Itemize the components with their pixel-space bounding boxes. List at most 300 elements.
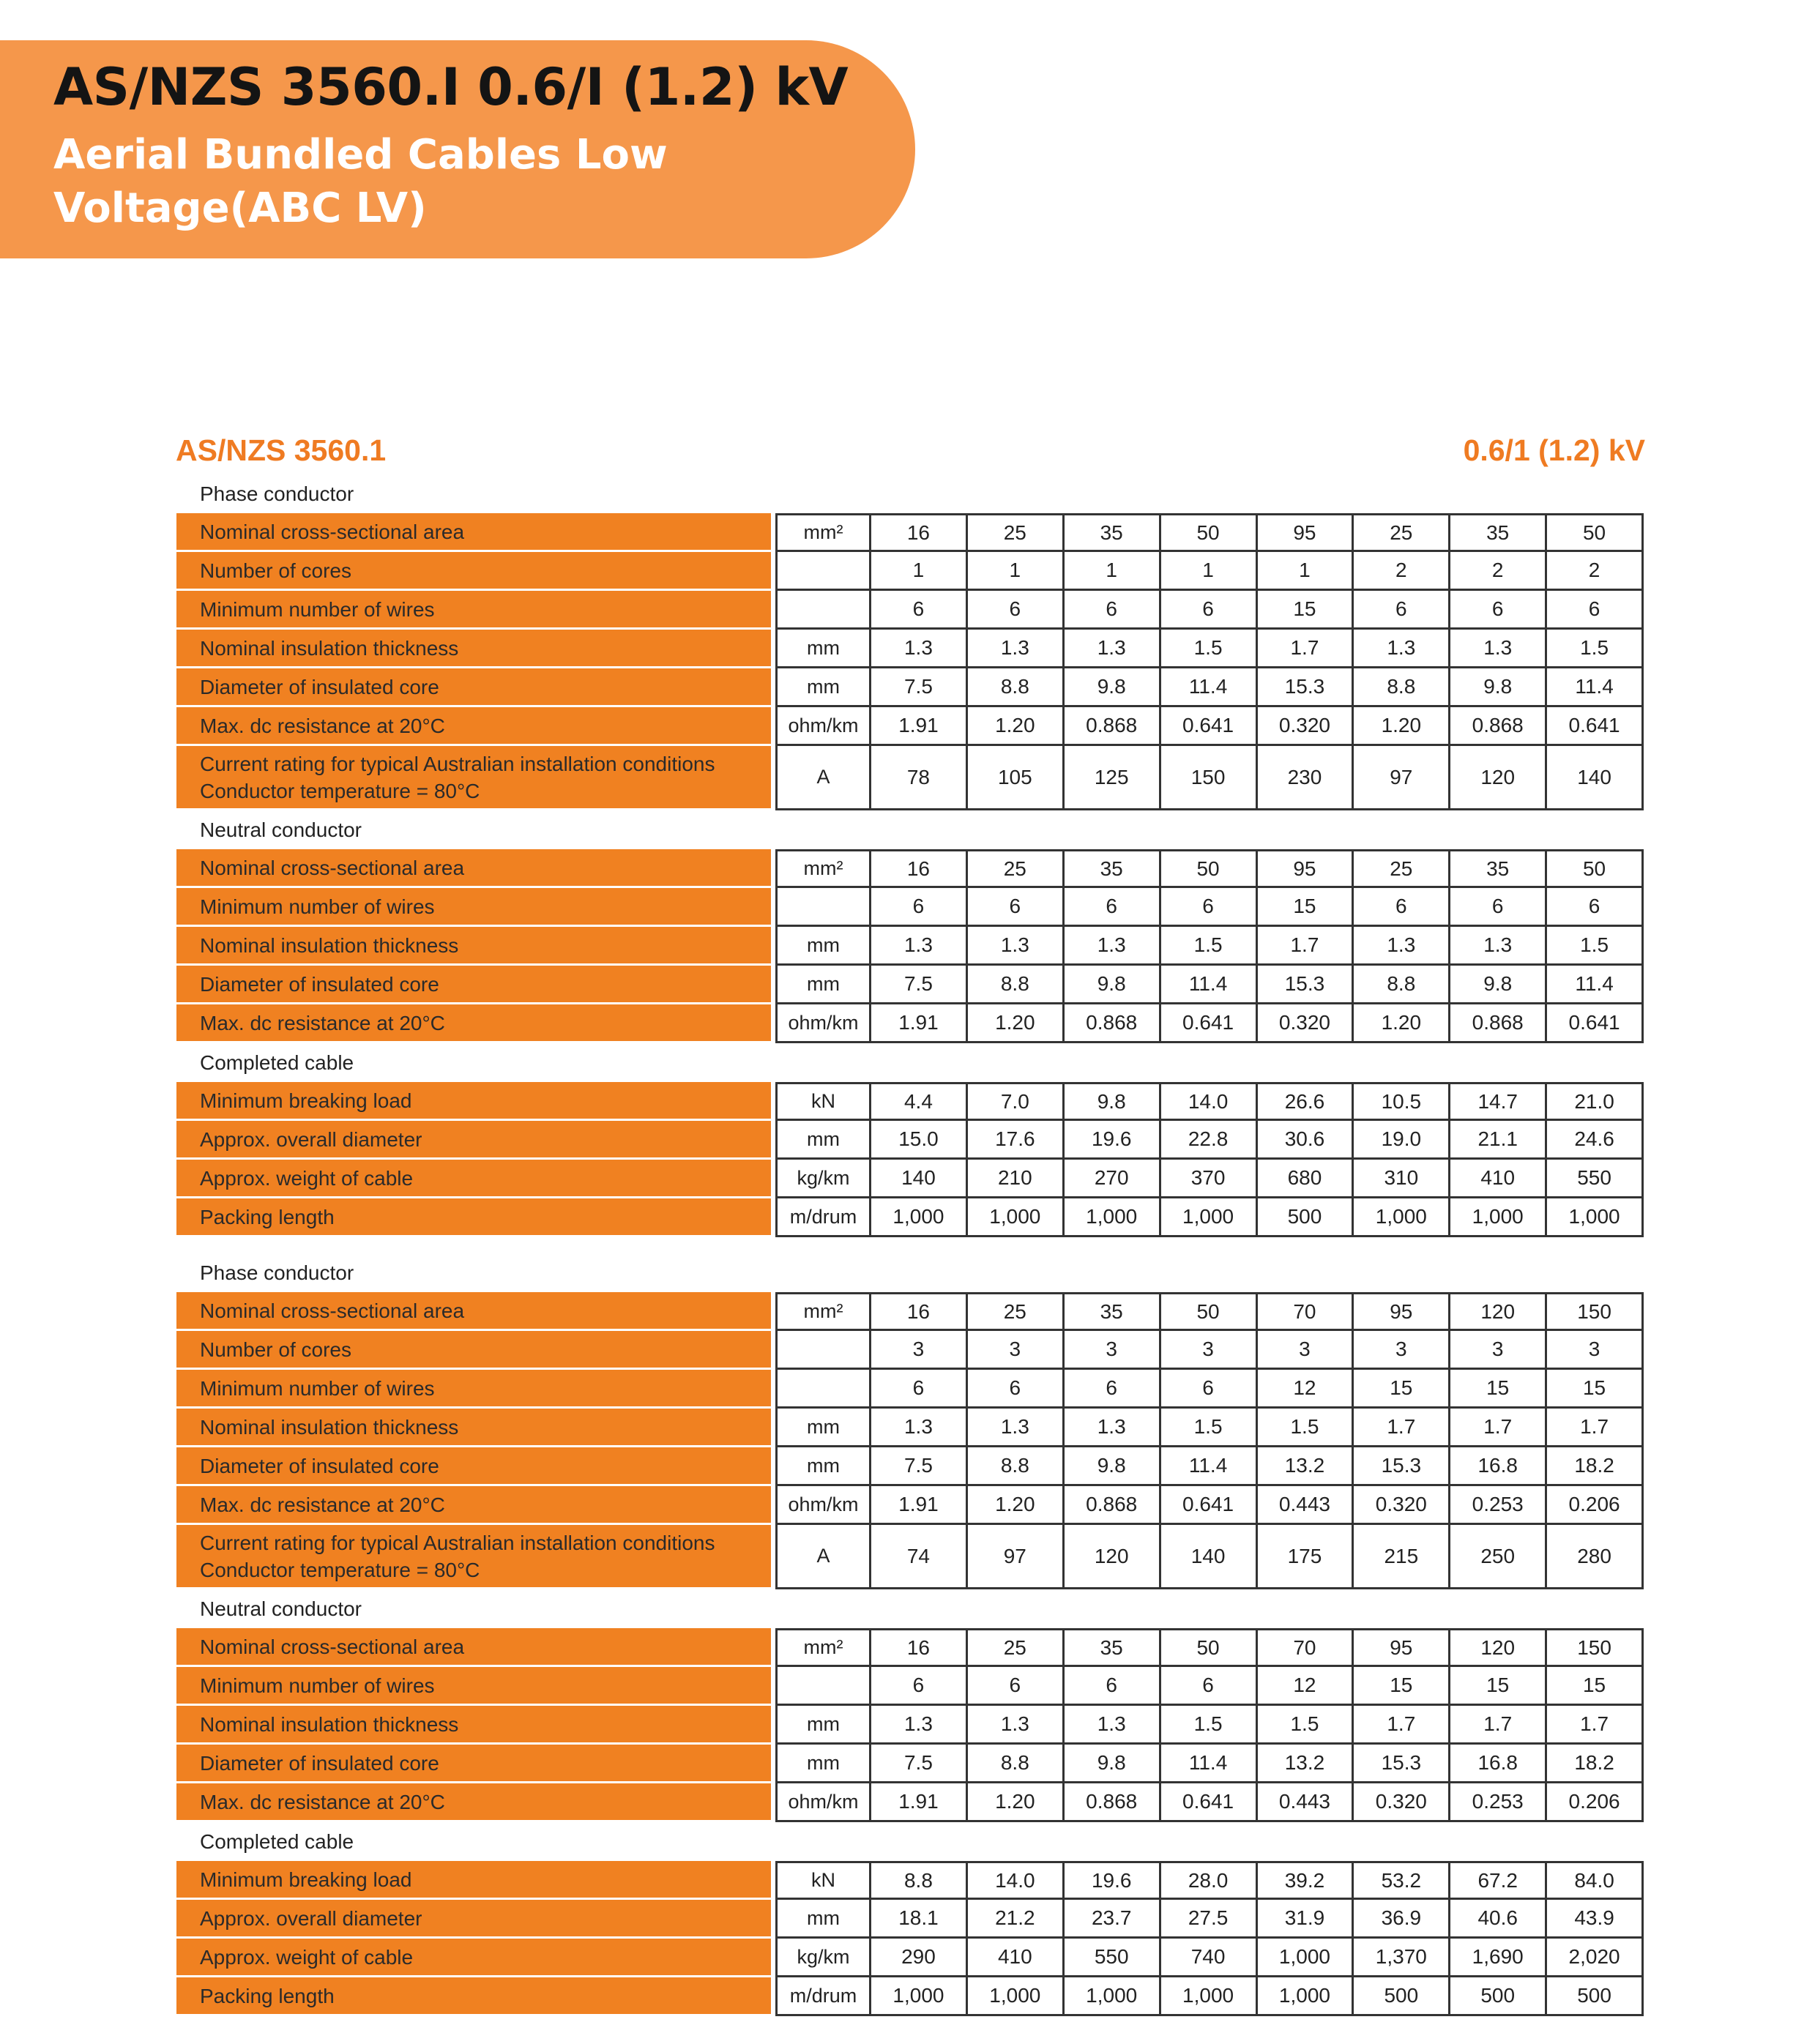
value-cell: 25 bbox=[968, 851, 1065, 886]
value-cell: 1.3 bbox=[871, 630, 968, 666]
value-cell: 280 bbox=[1577, 1544, 1611, 1567]
row-label-text bbox=[200, 1633, 464, 1660]
value-cell: 4.4 bbox=[871, 1084, 968, 1119]
value-cell: 0.320 bbox=[1354, 1783, 1450, 1820]
value-cell: 150 bbox=[1161, 746, 1258, 808]
value-cell: 70 bbox=[1258, 1630, 1354, 1665]
unit-cell: ohm/km bbox=[778, 1783, 871, 1820]
value-cell: 0.253 bbox=[1450, 1783, 1547, 1820]
value-cell: 8.8 bbox=[1354, 966, 1450, 1002]
value-cell: 15 bbox=[1582, 1674, 1606, 1696]
value-cell: 6 bbox=[1161, 1667, 1258, 1704]
value-cell: 500 bbox=[1577, 1984, 1611, 2007]
row-label-line: Nominal cross-sectional area bbox=[200, 856, 465, 879]
value-cell: 105 bbox=[968, 746, 1065, 808]
value-cell: 18.1 bbox=[871, 1900, 968, 1936]
unit-cell: kg/km bbox=[778, 1160, 871, 1196]
value-cell: 3 bbox=[1161, 1331, 1258, 1368]
row-cells bbox=[775, 1004, 1644, 1043]
row-label bbox=[176, 746, 771, 810]
row-label-text bbox=[200, 1165, 413, 1192]
value-cell: 11.4 bbox=[1575, 675, 1614, 698]
value-cell: 19.6 bbox=[1065, 1121, 1161, 1157]
value-cell: 25 bbox=[968, 1294, 1065, 1329]
value-cell: 15 bbox=[1354, 1667, 1450, 1704]
value-cell: 15 bbox=[1582, 1376, 1606, 1399]
value-cell: 74 bbox=[871, 1525, 968, 1587]
row-label-line-2: Conductor temperature = 80°C bbox=[200, 779, 480, 802]
table-row bbox=[176, 1082, 1644, 1121]
value-cell: 24.6 bbox=[1574, 1127, 1614, 1150]
row-label-text bbox=[200, 1672, 435, 1699]
value-cell: 1.3 bbox=[871, 927, 968, 963]
value-cell: 25 bbox=[1354, 515, 1450, 550]
row-label-line-2: Conductor temperature = 80°C bbox=[200, 1558, 480, 1581]
value-cell: 1,000 bbox=[968, 1977, 1065, 2014]
row-label-text bbox=[200, 1905, 422, 1932]
row-label-line: Diameter of insulated core bbox=[200, 1454, 439, 1477]
value-cell: 10.5 bbox=[1354, 1084, 1450, 1119]
row-cells bbox=[775, 1121, 1644, 1160]
value-cell: 1,370 bbox=[1354, 1939, 1450, 1975]
row-label bbox=[176, 1977, 771, 2016]
value-cell: 1,000 bbox=[1354, 1198, 1450, 1235]
row-label-line: Approx. overall diameter bbox=[200, 1906, 422, 1930]
row-label-line: Current rating for typical Australian installation conditions bbox=[200, 752, 715, 775]
row-cells bbox=[775, 1667, 1644, 1706]
section-block bbox=[176, 1082, 1644, 1237]
value-cell: 0.868 bbox=[1065, 1004, 1161, 1041]
row-label-line: Nominal insulation thickness bbox=[200, 636, 459, 660]
section-label: Neutral conductor bbox=[200, 1597, 362, 1620]
value-cell: 3 bbox=[1588, 1338, 1600, 1360]
value-cell: 140 bbox=[871, 1160, 968, 1196]
table-row bbox=[176, 1783, 1644, 1822]
table-row bbox=[176, 1447, 1644, 1486]
value-cell: 30.6 bbox=[1258, 1121, 1354, 1157]
row-label-line: Max. dc resistance at 20°C bbox=[200, 1493, 445, 1516]
row-label-line: Nominal cross-sectional area bbox=[200, 520, 465, 543]
row-cells bbox=[775, 591, 1644, 630]
value-cell: 1.91 bbox=[871, 1486, 968, 1523]
row-label-line: Number of cores bbox=[200, 1338, 351, 1361]
value-cell: 53.2 bbox=[1354, 1863, 1450, 1898]
row-label-text bbox=[200, 1452, 439, 1480]
row-label bbox=[176, 1331, 771, 1370]
value-cell: 1.3 bbox=[968, 1409, 1065, 1445]
value-cell: 1 bbox=[1161, 552, 1258, 589]
row-label-text bbox=[200, 1529, 715, 1584]
value-cell: 8.8 bbox=[968, 668, 1065, 705]
value-cell: 6 bbox=[871, 1370, 968, 1406]
value-cell: 15 bbox=[1258, 888, 1354, 925]
value-cell: 1.91 bbox=[871, 1783, 968, 1820]
value-cell: 1.3 bbox=[1354, 927, 1450, 963]
value-cell: 1,000 bbox=[1161, 1977, 1258, 2014]
table-row bbox=[176, 1900, 1644, 1939]
value-cell: 1.7 bbox=[1354, 1409, 1450, 1445]
row-label bbox=[176, 1525, 771, 1589]
value-cell: 16 bbox=[871, 1630, 968, 1665]
value-cell: 14.0 bbox=[968, 1863, 1065, 1898]
row-label-line: Approx. weight of cable bbox=[200, 1945, 414, 1969]
unit-cell: mm bbox=[778, 1409, 871, 1445]
value-cell: 21.2 bbox=[968, 1900, 1065, 1936]
row-label-text bbox=[200, 635, 458, 662]
section-label: Neutral conductor bbox=[200, 818, 362, 841]
table-row bbox=[176, 513, 1644, 552]
table-row bbox=[176, 1160, 1644, 1198]
value-cell: 7.5 bbox=[871, 966, 968, 1002]
row-cells bbox=[775, 1082, 1644, 1121]
value-cell: 0.868 bbox=[1065, 1783, 1161, 1820]
value-cell: 3 bbox=[871, 1331, 968, 1368]
row-label-line: Diameter of insulated core bbox=[200, 675, 439, 698]
row-cells bbox=[775, 927, 1644, 966]
row-label bbox=[176, 1198, 771, 1237]
value-cell: 1,000 bbox=[871, 1977, 968, 2014]
section-block bbox=[176, 849, 1644, 1043]
row-cells bbox=[775, 1370, 1644, 1409]
row-label bbox=[176, 668, 771, 707]
value-cell: 16.8 bbox=[1450, 1745, 1547, 1781]
value-cell: 1.7 bbox=[1354, 1706, 1450, 1742]
unit-cell: m/drum bbox=[778, 1977, 871, 2014]
table-row bbox=[176, 630, 1644, 668]
value-cell: 1,000 bbox=[1258, 1977, 1354, 2014]
table-row bbox=[176, 1486, 1644, 1525]
value-cell: 1 bbox=[1258, 552, 1354, 589]
value-cell: 1.3 bbox=[968, 630, 1065, 666]
value-cell: 125 bbox=[1065, 746, 1161, 808]
row-cells bbox=[775, 849, 1644, 888]
unit-cell: mm bbox=[778, 1745, 871, 1781]
sheet-voltage: 0.6/1 (1.2) kV bbox=[1463, 433, 1645, 467]
value-cell: 1.5 bbox=[1161, 1409, 1258, 1445]
row-label-text bbox=[200, 854, 464, 881]
value-cell: 1,000 bbox=[1568, 1205, 1620, 1228]
value-cell: 35 bbox=[1065, 851, 1161, 886]
value-cell: 1.5 bbox=[1258, 1409, 1354, 1445]
row-label bbox=[176, 849, 771, 888]
value-cell: 0.253 bbox=[1450, 1486, 1547, 1523]
table-row bbox=[176, 1004, 1644, 1043]
row-cells bbox=[775, 1939, 1644, 1977]
value-cell: 1 bbox=[871, 552, 968, 589]
value-cell: 680 bbox=[1258, 1160, 1354, 1196]
spec-table-2 bbox=[176, 1253, 1644, 2016]
value-cell: 6 bbox=[1588, 597, 1600, 620]
value-cell: 1.3 bbox=[1065, 927, 1161, 963]
value-cell: 1.7 bbox=[1258, 927, 1354, 963]
value-cell: 97 bbox=[1354, 746, 1450, 808]
row-label-line: Packing length bbox=[200, 1205, 335, 1228]
row-label-text bbox=[200, 1204, 335, 1231]
value-cell: 410 bbox=[1450, 1160, 1547, 1196]
value-cell: 1.91 bbox=[871, 1004, 968, 1041]
value-cell: 230 bbox=[1258, 746, 1354, 808]
value-cell: 6 bbox=[1161, 591, 1258, 627]
section-block bbox=[176, 513, 1644, 810]
table-row bbox=[176, 1667, 1644, 1706]
value-cell: 35 bbox=[1450, 515, 1547, 550]
value-cell: 210 bbox=[968, 1160, 1065, 1196]
value-cell: 6 bbox=[1354, 591, 1450, 627]
value-cell: 16 bbox=[871, 1294, 968, 1329]
row-label-text bbox=[200, 1983, 335, 2010]
row-label bbox=[176, 1628, 771, 1667]
value-cell: 6 bbox=[1065, 591, 1161, 627]
value-cell: 0.868 bbox=[1450, 707, 1547, 744]
row-cells bbox=[775, 1486, 1644, 1525]
row-label-text bbox=[200, 1750, 439, 1777]
value-cell: 0.320 bbox=[1258, 707, 1354, 744]
row-label bbox=[176, 966, 771, 1004]
value-cell: 9.8 bbox=[1065, 1084, 1161, 1119]
unit-cell: kN bbox=[778, 1863, 871, 1898]
row-label bbox=[176, 1939, 771, 1977]
value-cell: 95 bbox=[1354, 1294, 1450, 1329]
value-cell: 550 bbox=[1065, 1939, 1161, 1975]
value-cell: 6 bbox=[1354, 888, 1450, 925]
value-cell: 9.8 bbox=[1450, 966, 1547, 1002]
table-row bbox=[176, 668, 1644, 707]
value-cell: 26.6 bbox=[1258, 1084, 1354, 1119]
value-cell: 0.868 bbox=[1450, 1004, 1547, 1041]
row-label bbox=[176, 1004, 771, 1043]
spec-sheet bbox=[176, 474, 1644, 2016]
value-cell: 78 bbox=[871, 746, 968, 808]
value-cell: 1.20 bbox=[968, 1783, 1065, 1820]
value-cell: 6 bbox=[1588, 895, 1600, 917]
value-cell: 1,000 bbox=[1065, 1198, 1161, 1235]
row-label bbox=[176, 1409, 771, 1447]
value-cell: 290 bbox=[871, 1939, 968, 1975]
value-cell: 40.6 bbox=[1450, 1900, 1547, 1936]
value-cell: 500 bbox=[1258, 1198, 1354, 1235]
value-cell: 270 bbox=[1065, 1160, 1161, 1196]
value-cell: 11.4 bbox=[1161, 1745, 1258, 1781]
value-cell: 11.4 bbox=[1575, 972, 1614, 995]
row-label-text bbox=[200, 596, 435, 623]
value-cell: 11.4 bbox=[1161, 1447, 1258, 1484]
value-cell: 95 bbox=[1258, 851, 1354, 886]
value-cell: 1.20 bbox=[1354, 1004, 1450, 1041]
value-cell: 215 bbox=[1354, 1525, 1450, 1587]
unit-cell bbox=[778, 1331, 871, 1368]
row-cells bbox=[775, 1409, 1644, 1447]
value-cell: 1.3 bbox=[871, 1706, 968, 1742]
value-cell: 1,690 bbox=[1450, 1939, 1547, 1975]
sheet-standard: AS/NZS 3560.1 bbox=[176, 433, 387, 467]
unit-cell: kN bbox=[778, 1084, 871, 1119]
value-cell: 1.5 bbox=[1580, 636, 1609, 659]
value-cell: 0.641 bbox=[1568, 1011, 1620, 1034]
unit-cell: mm bbox=[778, 668, 871, 705]
row-label-text bbox=[200, 1491, 445, 1518]
row-label-line: Nominal insulation thickness bbox=[200, 933, 459, 957]
table-row bbox=[176, 1525, 1644, 1589]
value-cell: 1.5 bbox=[1161, 1706, 1258, 1742]
value-cell: 175 bbox=[1258, 1525, 1354, 1587]
row-label bbox=[176, 630, 771, 668]
table-row bbox=[176, 1331, 1644, 1370]
table-row bbox=[176, 1370, 1644, 1409]
value-cell: 6 bbox=[1450, 888, 1547, 925]
value-cell: 9.8 bbox=[1065, 1745, 1161, 1781]
value-cell: 43.9 bbox=[1574, 1906, 1614, 1929]
value-cell: 6 bbox=[1161, 888, 1258, 925]
value-cell: 15 bbox=[1450, 1667, 1547, 1704]
unit-cell: mm² bbox=[778, 515, 871, 550]
table-row bbox=[176, 591, 1644, 630]
value-cell: 1.7 bbox=[1258, 630, 1354, 666]
value-cell: 1.5 bbox=[1161, 630, 1258, 666]
value-cell: 120 bbox=[1450, 1630, 1547, 1665]
row-label-text bbox=[200, 1087, 411, 1114]
row-label-line: Max. dc resistance at 20°C bbox=[200, 1011, 445, 1034]
value-cell: 1.7 bbox=[1450, 1409, 1547, 1445]
row-label-line: Minimum breaking load bbox=[200, 1089, 412, 1112]
value-cell: 18.2 bbox=[1574, 1454, 1614, 1477]
value-cell: 14.0 bbox=[1161, 1084, 1258, 1119]
value-cell: 6 bbox=[1065, 888, 1161, 925]
value-cell: 0.320 bbox=[1258, 1004, 1354, 1041]
row-cells bbox=[775, 630, 1644, 668]
row-label-text bbox=[200, 1297, 464, 1324]
value-cell: 15 bbox=[1258, 591, 1354, 627]
value-cell: 1,000 bbox=[1258, 1939, 1354, 1975]
unit-cell: A bbox=[778, 746, 871, 808]
unit-cell: ohm/km bbox=[778, 1004, 871, 1041]
value-cell: 1.7 bbox=[1580, 1712, 1609, 1735]
row-cells bbox=[775, 746, 1644, 810]
section-label: Completed cable bbox=[200, 1830, 354, 1853]
value-cell: 1 bbox=[968, 552, 1065, 589]
value-cell: 70 bbox=[1258, 1294, 1354, 1329]
section-block bbox=[176, 1861, 1644, 2016]
value-cell: 35 bbox=[1065, 1630, 1161, 1665]
row-label-text bbox=[200, 932, 458, 959]
table-row bbox=[176, 1121, 1644, 1160]
value-cell: 1.3 bbox=[1450, 927, 1547, 963]
row-label-text bbox=[200, 1944, 413, 1971]
row-label-text bbox=[200, 674, 439, 701]
value-cell: 25 bbox=[968, 515, 1065, 550]
value-cell: 17.6 bbox=[968, 1121, 1065, 1157]
row-label-text bbox=[200, 518, 464, 545]
row-label bbox=[176, 1160, 771, 1198]
value-cell: 0.641 bbox=[1161, 1486, 1258, 1523]
value-cell: 50 bbox=[1161, 1294, 1258, 1329]
row-cells bbox=[775, 1160, 1644, 1198]
row-label-text bbox=[200, 1414, 458, 1441]
value-cell: 1,000 bbox=[1161, 1198, 1258, 1235]
row-label-line: Diameter of insulated core bbox=[200, 972, 439, 996]
value-cell: 0.443 bbox=[1258, 1783, 1354, 1820]
unit-cell bbox=[778, 591, 871, 627]
value-cell: 67.2 bbox=[1450, 1863, 1547, 1898]
value-cell: 13.2 bbox=[1258, 1745, 1354, 1781]
row-label bbox=[176, 1292, 771, 1331]
value-cell: 35 bbox=[1065, 1294, 1161, 1329]
value-cell: 0.206 bbox=[1568, 1493, 1620, 1515]
value-cell: 16.8 bbox=[1450, 1447, 1547, 1484]
row-label bbox=[176, 927, 771, 966]
value-cell: 1.20 bbox=[968, 1004, 1065, 1041]
value-cell: 1,000 bbox=[968, 1198, 1065, 1235]
row-label-text bbox=[200, 1010, 445, 1037]
row-label bbox=[176, 591, 771, 630]
value-cell: 19.6 bbox=[1065, 1863, 1161, 1898]
value-cell: 8.8 bbox=[1354, 668, 1450, 705]
value-cell: 6 bbox=[1065, 1667, 1161, 1704]
row-label-line: Minimum number of wires bbox=[200, 1376, 435, 1400]
value-cell: 15 bbox=[1354, 1370, 1450, 1406]
value-cell: 1.91 bbox=[871, 707, 968, 744]
table-row bbox=[176, 888, 1644, 927]
value-cell: 2 bbox=[1450, 552, 1547, 589]
table-row bbox=[176, 1745, 1644, 1783]
row-label-text bbox=[200, 1866, 411, 1893]
value-cell: 0.641 bbox=[1161, 707, 1258, 744]
row-cells bbox=[775, 552, 1644, 591]
table-row bbox=[176, 849, 1644, 888]
value-cell: 15.3 bbox=[1258, 668, 1354, 705]
row-label-line: Minimum number of wires bbox=[200, 1674, 435, 1697]
table-row bbox=[176, 1706, 1644, 1745]
value-cell: 50 bbox=[1582, 521, 1606, 544]
value-cell: 7.5 bbox=[871, 1447, 968, 1484]
value-cell: 25 bbox=[968, 1630, 1065, 1665]
value-cell: 50 bbox=[1161, 851, 1258, 886]
table-row bbox=[176, 707, 1644, 746]
value-cell: 31.9 bbox=[1258, 1900, 1354, 1936]
value-cell: 0.320 bbox=[1354, 1486, 1450, 1523]
unit-cell: ohm/km bbox=[778, 1486, 871, 1523]
value-cell: 21.1 bbox=[1450, 1121, 1547, 1157]
value-cell: 2 bbox=[1354, 552, 1450, 589]
value-cell: 3 bbox=[1354, 1331, 1450, 1368]
value-cell: 12 bbox=[1258, 1370, 1354, 1406]
row-label-line: Nominal cross-sectional area bbox=[200, 1635, 465, 1658]
table-row bbox=[176, 1292, 1644, 1331]
value-cell: 11.4 bbox=[1161, 966, 1258, 1002]
row-cells bbox=[775, 707, 1644, 746]
row-label bbox=[176, 1783, 771, 1822]
value-cell: 3 bbox=[1450, 1331, 1547, 1368]
row-label-line: Max. dc resistance at 20°C bbox=[200, 714, 445, 737]
value-cell: 140 bbox=[1161, 1525, 1258, 1587]
value-cell: 3 bbox=[1065, 1331, 1161, 1368]
value-cell: 50 bbox=[1161, 515, 1258, 550]
row-cells bbox=[775, 1447, 1644, 1486]
table-row bbox=[176, 1861, 1644, 1900]
value-cell: 28.0 bbox=[1161, 1863, 1258, 1898]
unit-cell: mm bbox=[778, 927, 871, 963]
value-cell: 1.3 bbox=[1065, 1706, 1161, 1742]
row-cells bbox=[775, 1331, 1644, 1370]
value-cell: 16 bbox=[871, 851, 968, 886]
row-cells bbox=[775, 513, 1644, 552]
table-row bbox=[176, 1628, 1644, 1667]
value-cell: 8.8 bbox=[968, 966, 1065, 1002]
value-cell: 1.5 bbox=[1161, 927, 1258, 963]
value-cell: 150 bbox=[1577, 1635, 1611, 1659]
row-label bbox=[176, 1745, 771, 1783]
value-cell: 25 bbox=[1354, 851, 1450, 886]
section-label: Phase conductor bbox=[200, 1261, 354, 1284]
